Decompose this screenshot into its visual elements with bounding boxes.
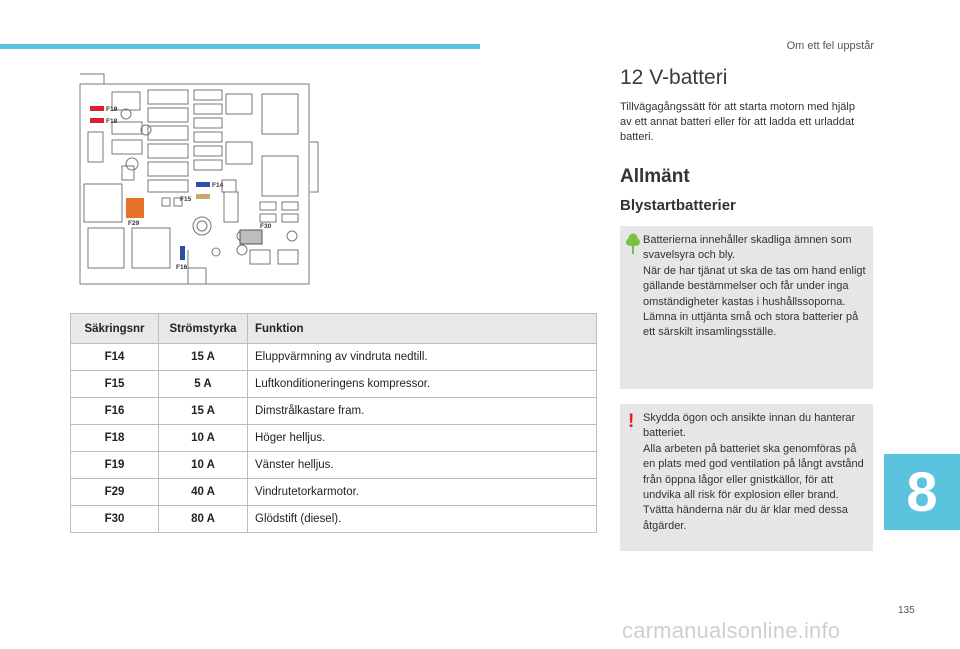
fuse-number: F19 (71, 452, 159, 479)
fuse-box-diagram (74, 72, 319, 290)
fuse-f19-marker (90, 106, 104, 111)
label-f30: F30 (260, 223, 272, 230)
fuse-amperage: 10 A (159, 425, 248, 452)
table-row (71, 371, 597, 398)
label-f15: F15 (180, 196, 192, 203)
column-header: Säkringsnr (71, 314, 159, 344)
table-row (71, 479, 597, 506)
column-header: Strömstyrka (159, 314, 248, 344)
subsection-heading: Blystartbatterier (620, 197, 736, 214)
fuse-f18-marker (90, 118, 104, 123)
fuse-function: Vänster helljus. (248, 452, 597, 479)
section-header: Om ett fel uppstår (786, 40, 874, 52)
label-f14: F14 (212, 182, 224, 189)
fuse-amperage: 15 A (159, 398, 248, 425)
fuse-function: Höger helljus. (248, 425, 597, 452)
page-number: 135 (898, 605, 915, 616)
fuse-amperage: 5 A (159, 371, 248, 398)
fuse-table (70, 313, 597, 533)
fuse-number: F18 (71, 425, 159, 452)
label-f16: F16 (176, 264, 188, 271)
fuse-number: F14 (71, 344, 159, 371)
fuse-amperage: 80 A (159, 506, 248, 533)
warning-note-text: Skydda ögon och ansikte innan du hanterar batteriet. Alla arbeten på batteriet ska genomföras på en plats med god ventilation på långt avstånd från öppna lågor eller gnistkällor, för att undvika all risk för explosion eller brand. Tvätta händerna när du är klar med dessa åtgärder. (643, 412, 864, 532)
tree-icon (626, 232, 640, 256)
exclamation-icon: ! (628, 411, 635, 432)
column-header: Funktion (248, 314, 597, 344)
table-row (71, 452, 597, 479)
fuse-amperage: 40 A (159, 479, 248, 506)
fuse-number: F30 (71, 506, 159, 533)
fuse-f30-marker (240, 230, 262, 244)
fuse-function: Vindrutetorkarmotor. (248, 479, 597, 506)
table-row (71, 344, 597, 371)
fuse-function: Luftkonditioneringens kompressor. (248, 371, 597, 398)
environment-note-text: Batterierna innehåller skadliga ämnen som svavelsyra och bly. När de har tjänat ut ska de tas om hand enligt gällande bestämmelser och får under inga omständigheter kastas i hushållssoporna. Lämna in uttjänta små och stora batterier på ett särskilt insamlingsställe. (643, 234, 866, 339)
fuse-f14-marker (196, 182, 210, 187)
fuse-function: Dimstrålkastare fram. (248, 398, 597, 425)
fuse-number: F29 (71, 479, 159, 506)
table-header-row (71, 314, 597, 344)
warning-note (620, 404, 873, 551)
table-row (71, 425, 597, 452)
fuse-f29-marker (126, 198, 144, 218)
chapter-tab: 8 (884, 454, 960, 530)
header-accent-bar (0, 44, 480, 49)
watermark: carmanualsonline.info (622, 618, 841, 643)
fuse-function: Eluppvärmning av vindruta nedtill. (248, 344, 597, 371)
fuse-function: Glödstift (diesel). (248, 506, 597, 533)
intro-text: Tillvägagångssätt för att starta motorn med hjälp av ett annat batteri eller för att ladda ett urladdat batteri. (620, 101, 855, 143)
table-row (71, 506, 597, 533)
fuse-f15-marker (196, 194, 210, 199)
label-f19: F19 (106, 106, 118, 113)
page-title: 12 V-batteri (620, 66, 728, 89)
fuse-f16-marker (180, 246, 185, 260)
environment-note (620, 226, 873, 389)
label-f18: F18 (106, 118, 118, 125)
label-f29: F29 (128, 220, 140, 227)
table-row (71, 398, 597, 425)
fuse-number: F16 (71, 398, 159, 425)
fuse-amperage: 15 A (159, 344, 248, 371)
section-heading: Allmänt (620, 166, 690, 187)
fuse-amperage: 10 A (159, 452, 248, 479)
fuse-number: F15 (71, 371, 159, 398)
